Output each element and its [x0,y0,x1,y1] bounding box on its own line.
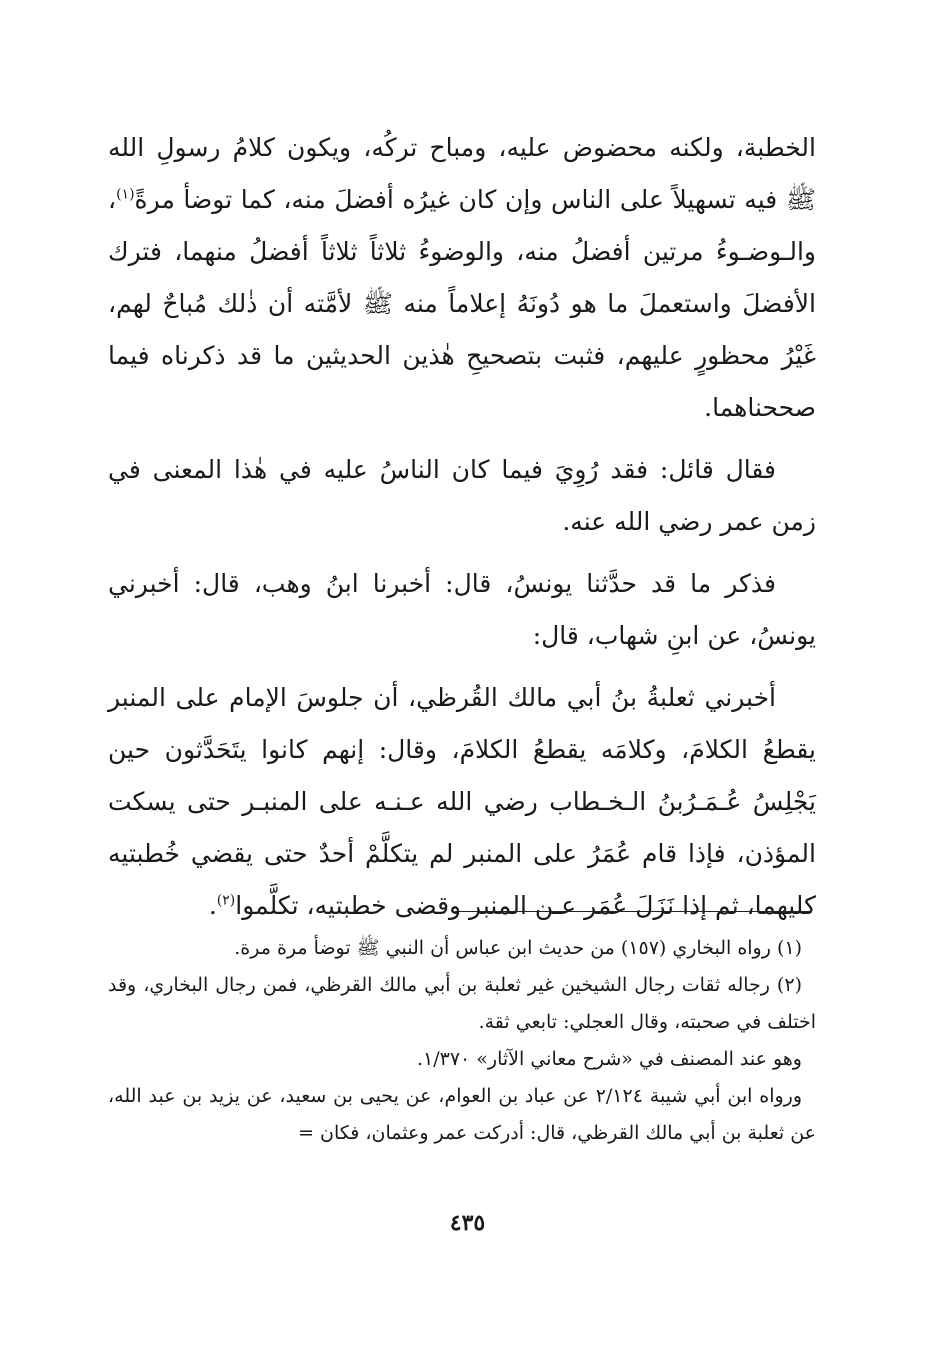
footnote-divider [455,911,812,912]
paragraph-4-text: أخبرني ثعلبةُ بنُ أبي مالك القُرظي، أن جلوسَ الإمام على المنبر يقطعُ الكلامَ، وكلامَه يقطعُ الكلامَ، وقال: إنهم كانوا يتَحَدَّثون حين يَجْلِسُ عُـمَـرُبنُ الـخـطاب رضي الله عـنـه على المنبـر حتى يسكت المؤذن، فإذا قام عُمَرُ على المنبر لم يتكلَّمْ أحدٌ حتى يقضي خُطبتيه كليهما، ثم إذا نَزَلَ عُمَر عـن المنبر وقضى خطبتيه، تكلَّموا [108,683,816,920]
paragraph-3-text: فذكر ما قد حدَّثنا يونسُ، قال: أخبرنا ابنُ وهب، قال: أخبرني يونسُ، عن ابنِ شهاب، قال: [108,569,816,650]
paragraph-4 [108,672,816,932]
footnote-2: (٢) رجاله ثقات رجال الشيخين غير ثعلبة بن أبي مالك القرظي، فمن رجال البخاري، وقد اختلف في صحبته، وقال العجلي: تابعي ثقة. [108,974,816,1033]
page-number: ٤٣٥ [449,1210,486,1236]
paragraph-1-text: الخطبة، ولكنه محضوض عليه، ومباح تركُه، ويكون كلامُ رسولِ الله ﷺ فيه تسهيلاً على الناس وإن كان غيرُه أفضلَ منه، كما توضأ مرةً [108,133,816,214]
footnote-2-continuation: ورواه ابن أبي شيبة ٢/١٢٤ عن عباد بن العوام، عن يحيى بن سعيد، عن يزيد بن عبد الله، عن ثعلبة بن أبي مالك القرظي، قال: أدركت عمر وعثمان، فكان = [108,1085,816,1144]
footnote-2-source: وهو عند المصنف في «شرح معاني الآثار» ١/٣٧٠. [416,1048,802,1070]
paragraph-2 [108,444,816,548]
footnotes-block [108,930,816,1152]
main-text-block [108,122,816,942]
footnote-ref-1: (١) [116,186,135,203]
paragraph-2-text: فقال قائل: فقد رُوِيَ فيما كان الناسُ عليه في هٰذا المعنى في زمن عمر رضي الله عنه. [108,455,816,536]
paragraph-1-text-after: ، والـوضـوءُ مرتين أفضلُ منه، والوضوءُ ثلاثاً ثلاثاً أفضلُ منهما، فترك الأفضلَ واستعملَ ما هو دُونَهُ إعلاماً منه ﷺ لأمَّته أن ذٰلك مُباحٌ لهم، غَيْرُ محظورٍ عليهم، فثبت بتصحيحِ هٰذين الحديثين ما قد ذكرناه فيما صححناهما. [108,185,816,422]
paragraph-1 [108,122,816,434]
paragraph-4-text-after: . [208,891,217,920]
paragraph-3 [108,558,816,662]
footnote-1: (١) رواه البخاري (١٥٧) من حديث ابن عباس أن النبي ﷺ توضأ مرة مرة. [234,937,802,959]
footnote-ref-2: (٢) [216,892,236,909]
